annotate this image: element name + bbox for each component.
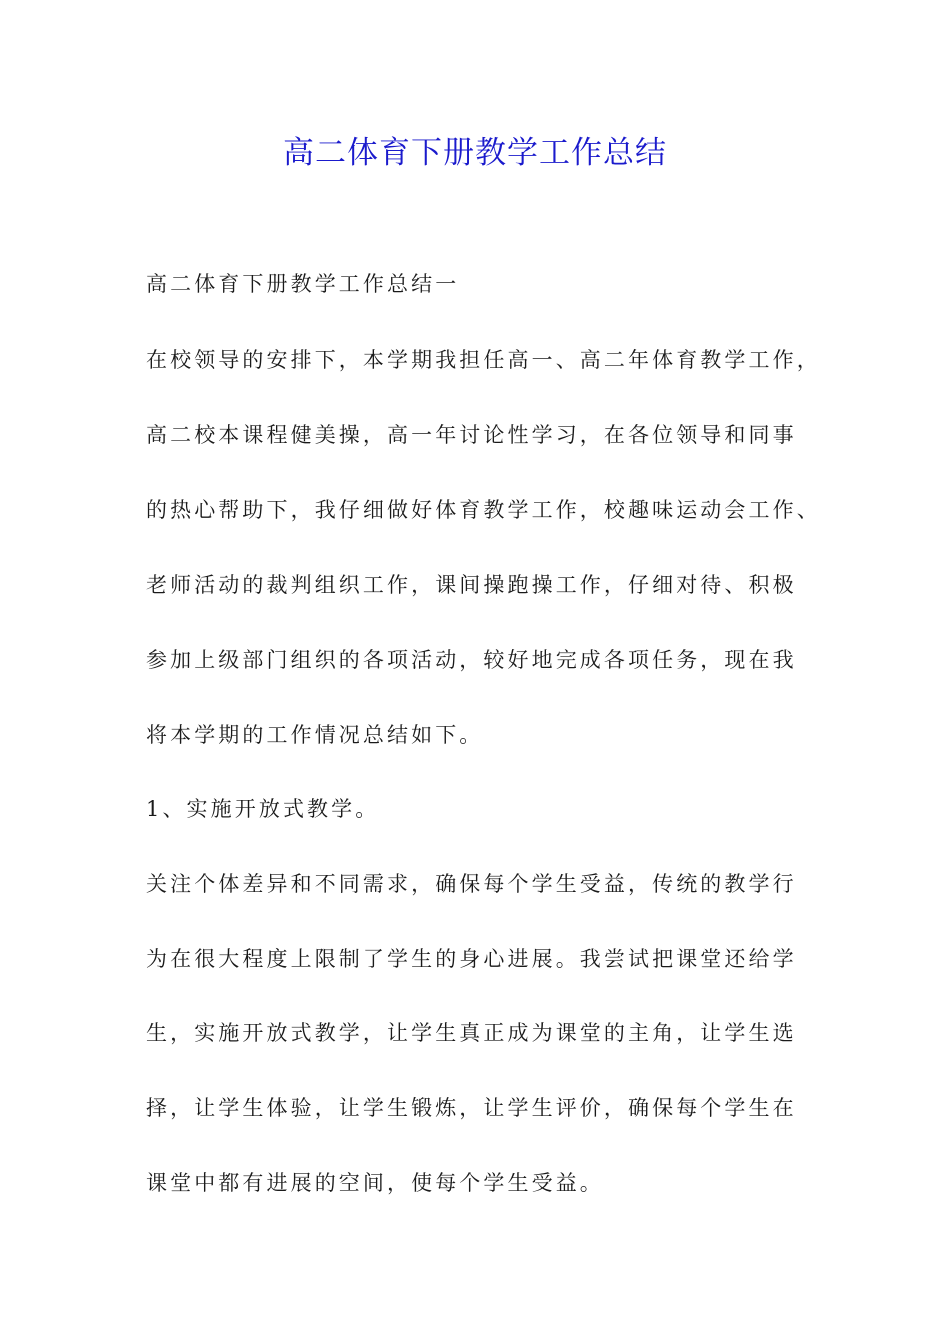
paragraph-line: 生，实施开放式教学，让学生真正成为课堂的主角，让学生选 [146, 1021, 797, 1045]
paragraph-line: 高二校本课程健美操，高一年讨论性学习，在各位领导和同事 [146, 423, 797, 447]
section-heading: 高二体育下册教学工作总结一 [146, 272, 460, 296]
paragraph-line: 老师活动的裁判组织工作，课间操跑操工作，仔细对待、积极 [146, 573, 797, 597]
document-title: 高二体育下册教学工作总结 [283, 135, 667, 171]
paragraph-line: 将本学期的工作情况总结如下。 [146, 723, 484, 747]
paragraph-line: 为在很大程度上限制了学生的身心进展。我尝试把课堂还给学 [146, 947, 797, 971]
paragraph-line: 在校领导的安排下，本学期我担任高一、高二年体育教学工作， [146, 348, 821, 372]
paragraph-line: 参加上级部门组织的各项活动，较好地完成各项任务，现在我 [146, 648, 797, 672]
paragraph-line: 的热心帮助下，我仔细做好体育教学工作，校趣味运动会工作、 [146, 498, 821, 522]
paragraph-line: 择，让学生体验，让学生锻炼，让学生评价，确保每个学生在 [146, 1096, 797, 1120]
subsection-heading: 1、实施开放式教学。 [146, 797, 380, 821]
paragraph-line: 关注个体差异和不同需求，确保每个学生受益，传统的教学行 [146, 872, 797, 896]
paragraph-line: 课堂中都有进展的空间，使每个学生受益。 [146, 1171, 604, 1195]
